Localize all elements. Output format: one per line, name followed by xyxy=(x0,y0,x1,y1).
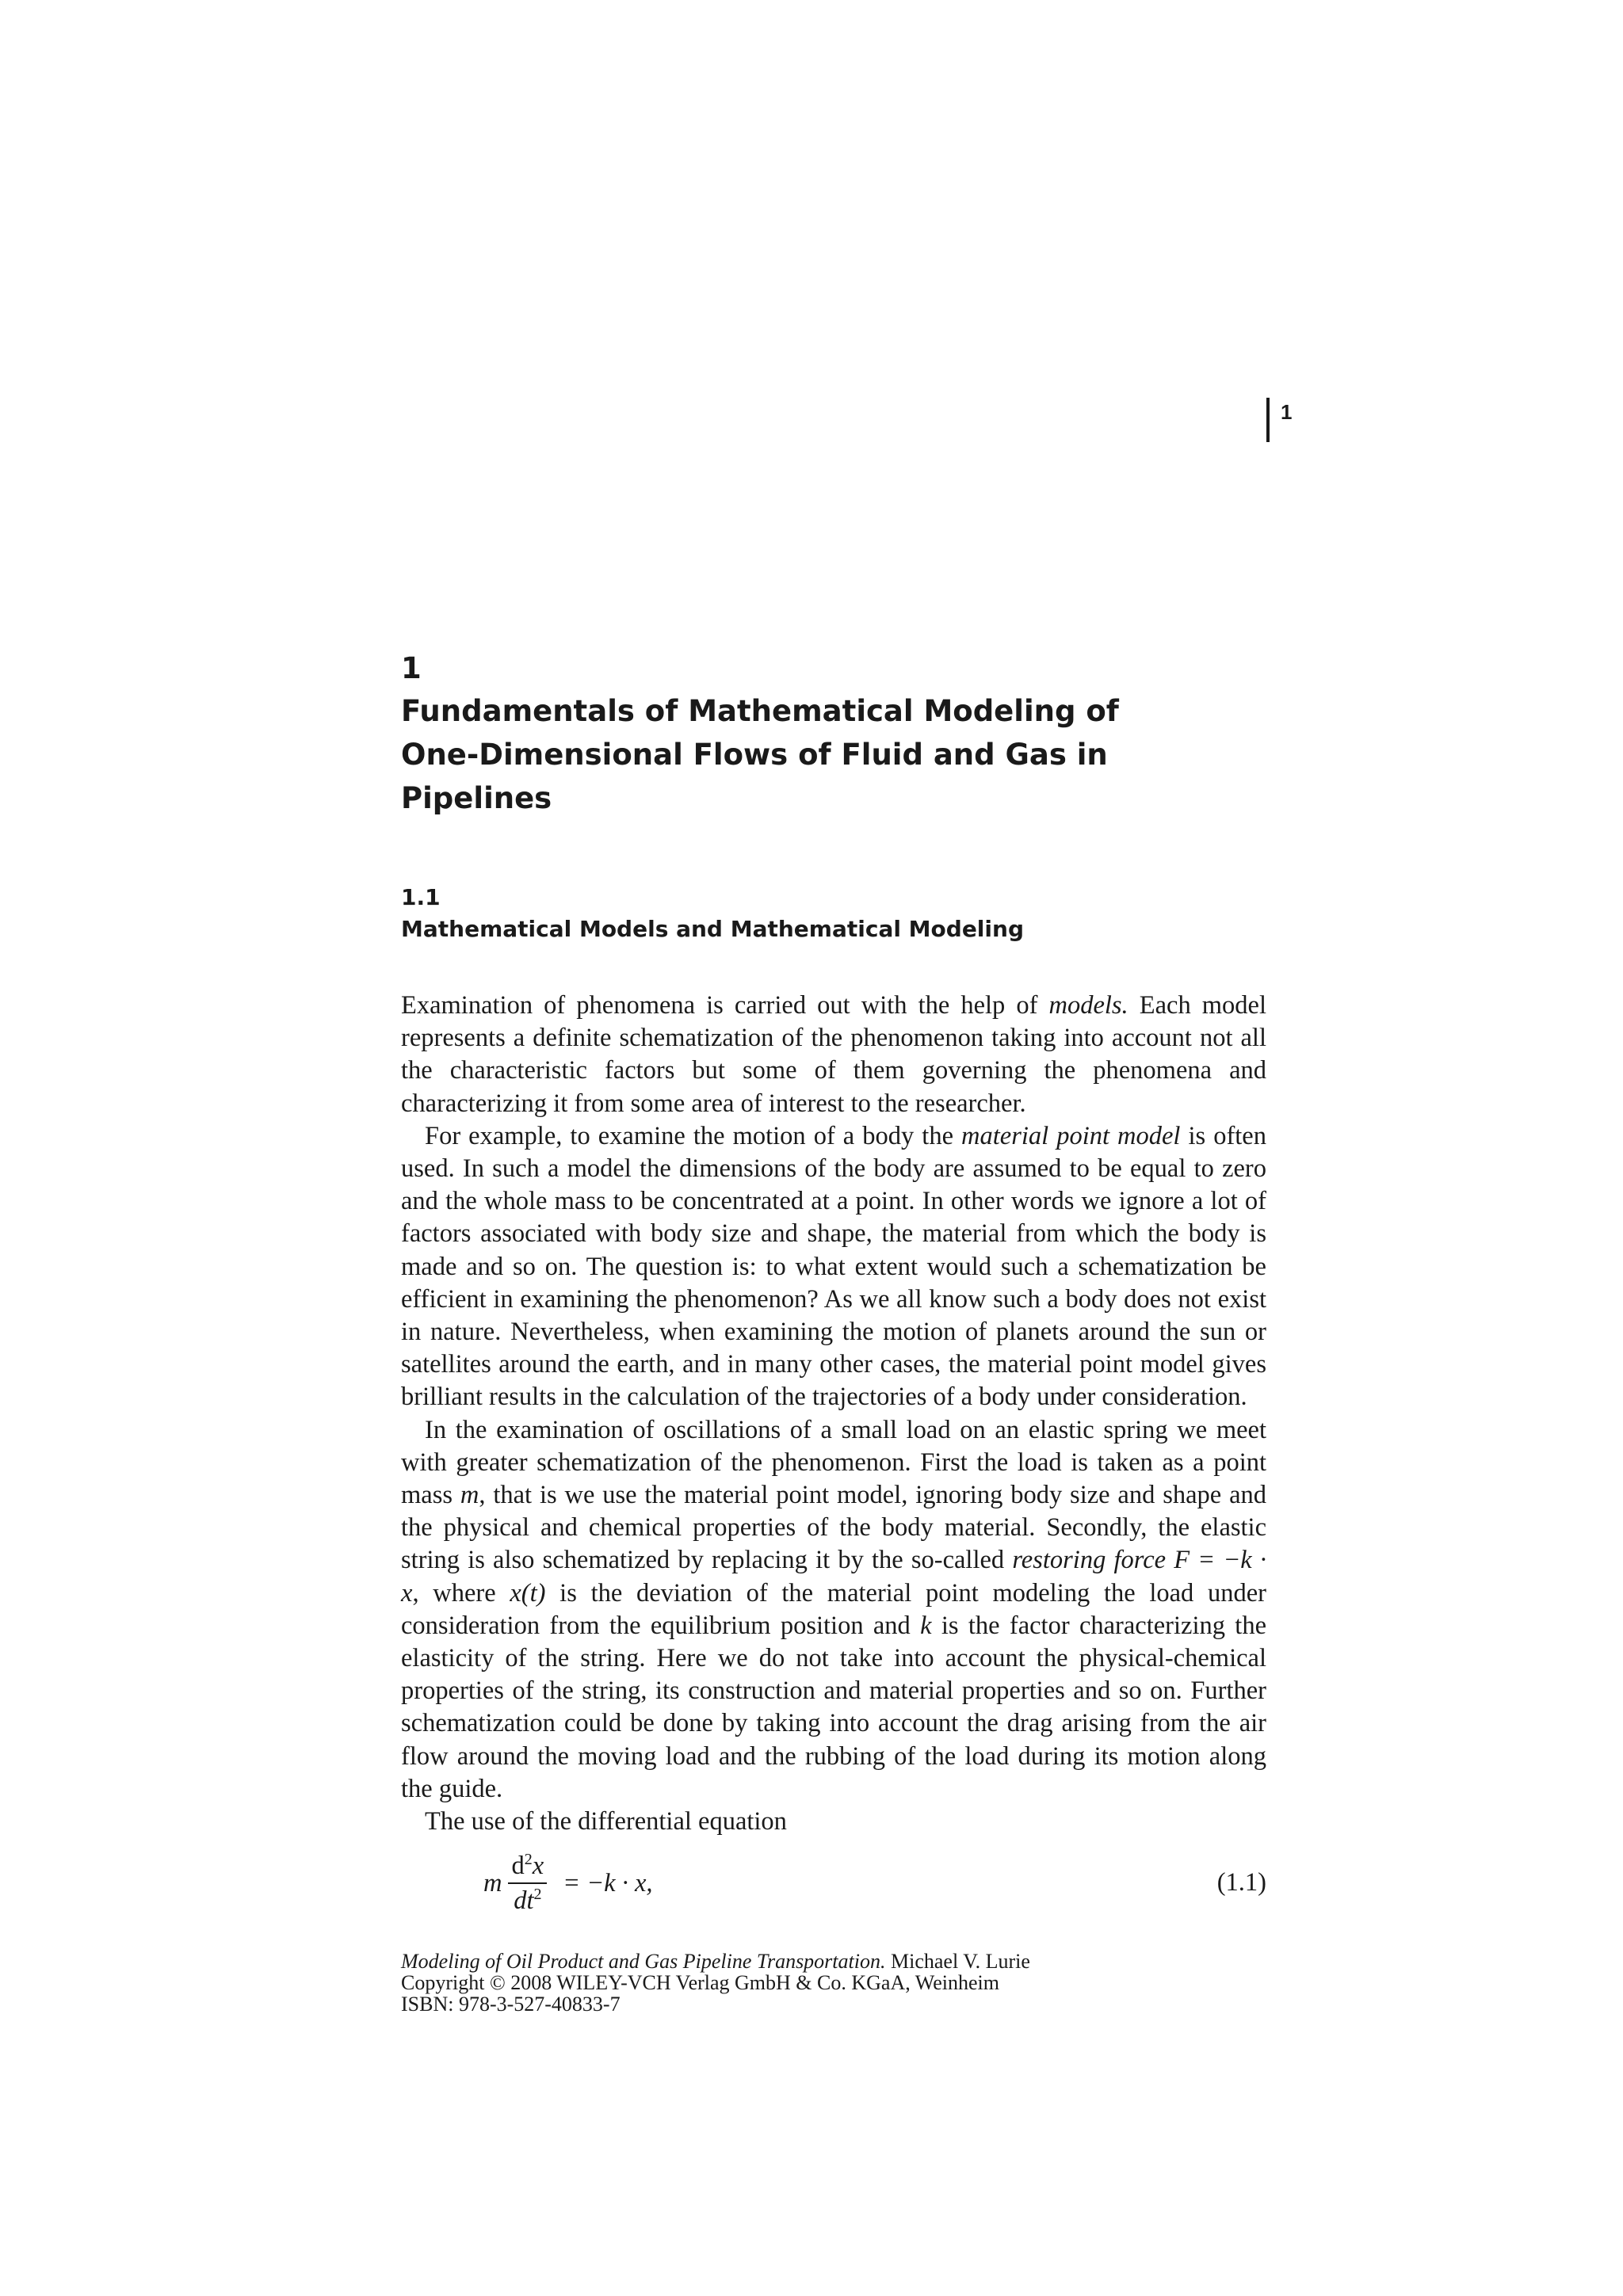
paragraph-3-text-c: , where xyxy=(412,1578,510,1608)
section-number: 1.1 xyxy=(401,884,441,910)
paragraph-1-text-b: Each model represents a definite schematization of the phenomenon taking into account not all the characteristic factors but some of them governing the phenomena and characterizing it from some area of interest to the researcher. xyxy=(401,991,1266,1118)
page-number: 1 xyxy=(1266,398,1292,442)
body-text xyxy=(401,990,1266,1838)
footer-book-title: Modeling of Oil Product and Gas Pipeline Transportation. xyxy=(401,1950,886,1973)
paragraph-2-text-a: For example, to examine the motion of a body the xyxy=(425,1121,962,1150)
variable-m: m xyxy=(460,1481,479,1510)
paragraph-3 xyxy=(401,1414,1266,1806)
paragraph-2 xyxy=(401,1120,1266,1414)
numerator-exponent: 2 xyxy=(524,1851,533,1869)
paragraph-4: The use of the differential equation xyxy=(425,1807,787,1836)
equation-mass: m xyxy=(483,1868,502,1897)
page-content xyxy=(401,650,1266,1922)
equation-1-1 xyxy=(401,1843,1266,1922)
footer-book-line xyxy=(401,1951,1266,1972)
paragraph-2-text-b: is often used. In such a model the dimensions of the body are assumed to be equal to zero and the whole mass to be concentrated at a point. In other words we ignore a lot of factors associated with body size and shape, the material from which the body is made and so on. The question is: to what extent would such a schematization be efficient in examining the phenomenon? As we all know such a body does not exist in nature. Nevertheless, when examining the motion of planets around the sun or satellites around the earth, and in many other cases, the material point model gives brilliant results in the calculation of the trajectories of a body under consideration. xyxy=(401,1121,1266,1412)
numerator-variable: x xyxy=(532,1852,544,1881)
equation-fraction xyxy=(508,1851,547,1916)
emphasis-restoring-force: restoring force xyxy=(1012,1546,1167,1575)
paragraph-1 xyxy=(401,990,1266,1120)
paragraph-3-text-e: is the factor characterizing the elasticity of the string. Here we do not take into account the physical-chemical properties of the string, its construction and material properties and so on. Further schematization could be done by taking into account the drag arising from the air flow around the moving load and the rubbing of the load during its motion along the guide. xyxy=(401,1611,1266,1803)
paragraph-3-text-d: is the deviation of the material point modeling the load under consideration from the equilibrium position and xyxy=(401,1578,1266,1640)
equation-rhs-text: = −k · x, xyxy=(563,1868,653,1897)
paragraph-3-text-b: , that is we use the material point model, ignoring body size and shape and the physical and chemical properties of the body material. Secondly, the elastic string is also schematized by replacing it by the so-called xyxy=(401,1481,1267,1575)
footer-author: Michael V. Lurie xyxy=(885,1950,1030,1973)
fraction-denominator xyxy=(510,1884,544,1916)
emphasis-models: models. xyxy=(1048,991,1128,1020)
chapter-title xyxy=(401,689,1266,820)
paragraph-3-text-a: In the examination of oscillations of a small load on an elastic spring we meet with greater schematization of the phenomenon. First the load is taken as a point mass xyxy=(401,1415,1266,1510)
numerator-d: d xyxy=(511,1852,525,1881)
section-title: Mathematical Models and Mathematical Modeling xyxy=(401,916,1024,942)
equation-expression xyxy=(483,1851,653,1916)
variable-x-of-t: x(t) xyxy=(510,1578,546,1608)
chapter-title-line-1: Fundamentals of Mathematical Modeling of xyxy=(401,694,1119,728)
variable-k: k xyxy=(920,1611,932,1640)
paragraph-1-text-a: Examination of phenomena is carried out with the help of xyxy=(401,991,1049,1020)
denominator-dt: dt xyxy=(514,1886,534,1916)
footer-copyright-line: Copyright © 2008 WILEY-VCH Verlag GmbH & Co. KGaA, Weinheim xyxy=(401,1971,999,1994)
inline-formula-restoring-force: F = −k · x xyxy=(401,1546,1267,1608)
footer-isbn: ISBN: 978-3-527-40833-7 xyxy=(401,1993,621,2016)
denominator-exponent: 2 xyxy=(533,1886,542,1904)
chapter-title-line-2: One-Dimensional Flows of Fluid and Gas in Pipelines xyxy=(401,738,1108,815)
chapter-number: 1 xyxy=(401,651,422,685)
emphasis-material-point-model: material point model xyxy=(961,1121,1181,1150)
equation-number: (1.1) xyxy=(1216,1868,1266,1897)
fraction-numerator xyxy=(508,1851,547,1884)
footer-copyright xyxy=(401,1951,1266,2015)
equation-rhs xyxy=(563,1869,652,1898)
